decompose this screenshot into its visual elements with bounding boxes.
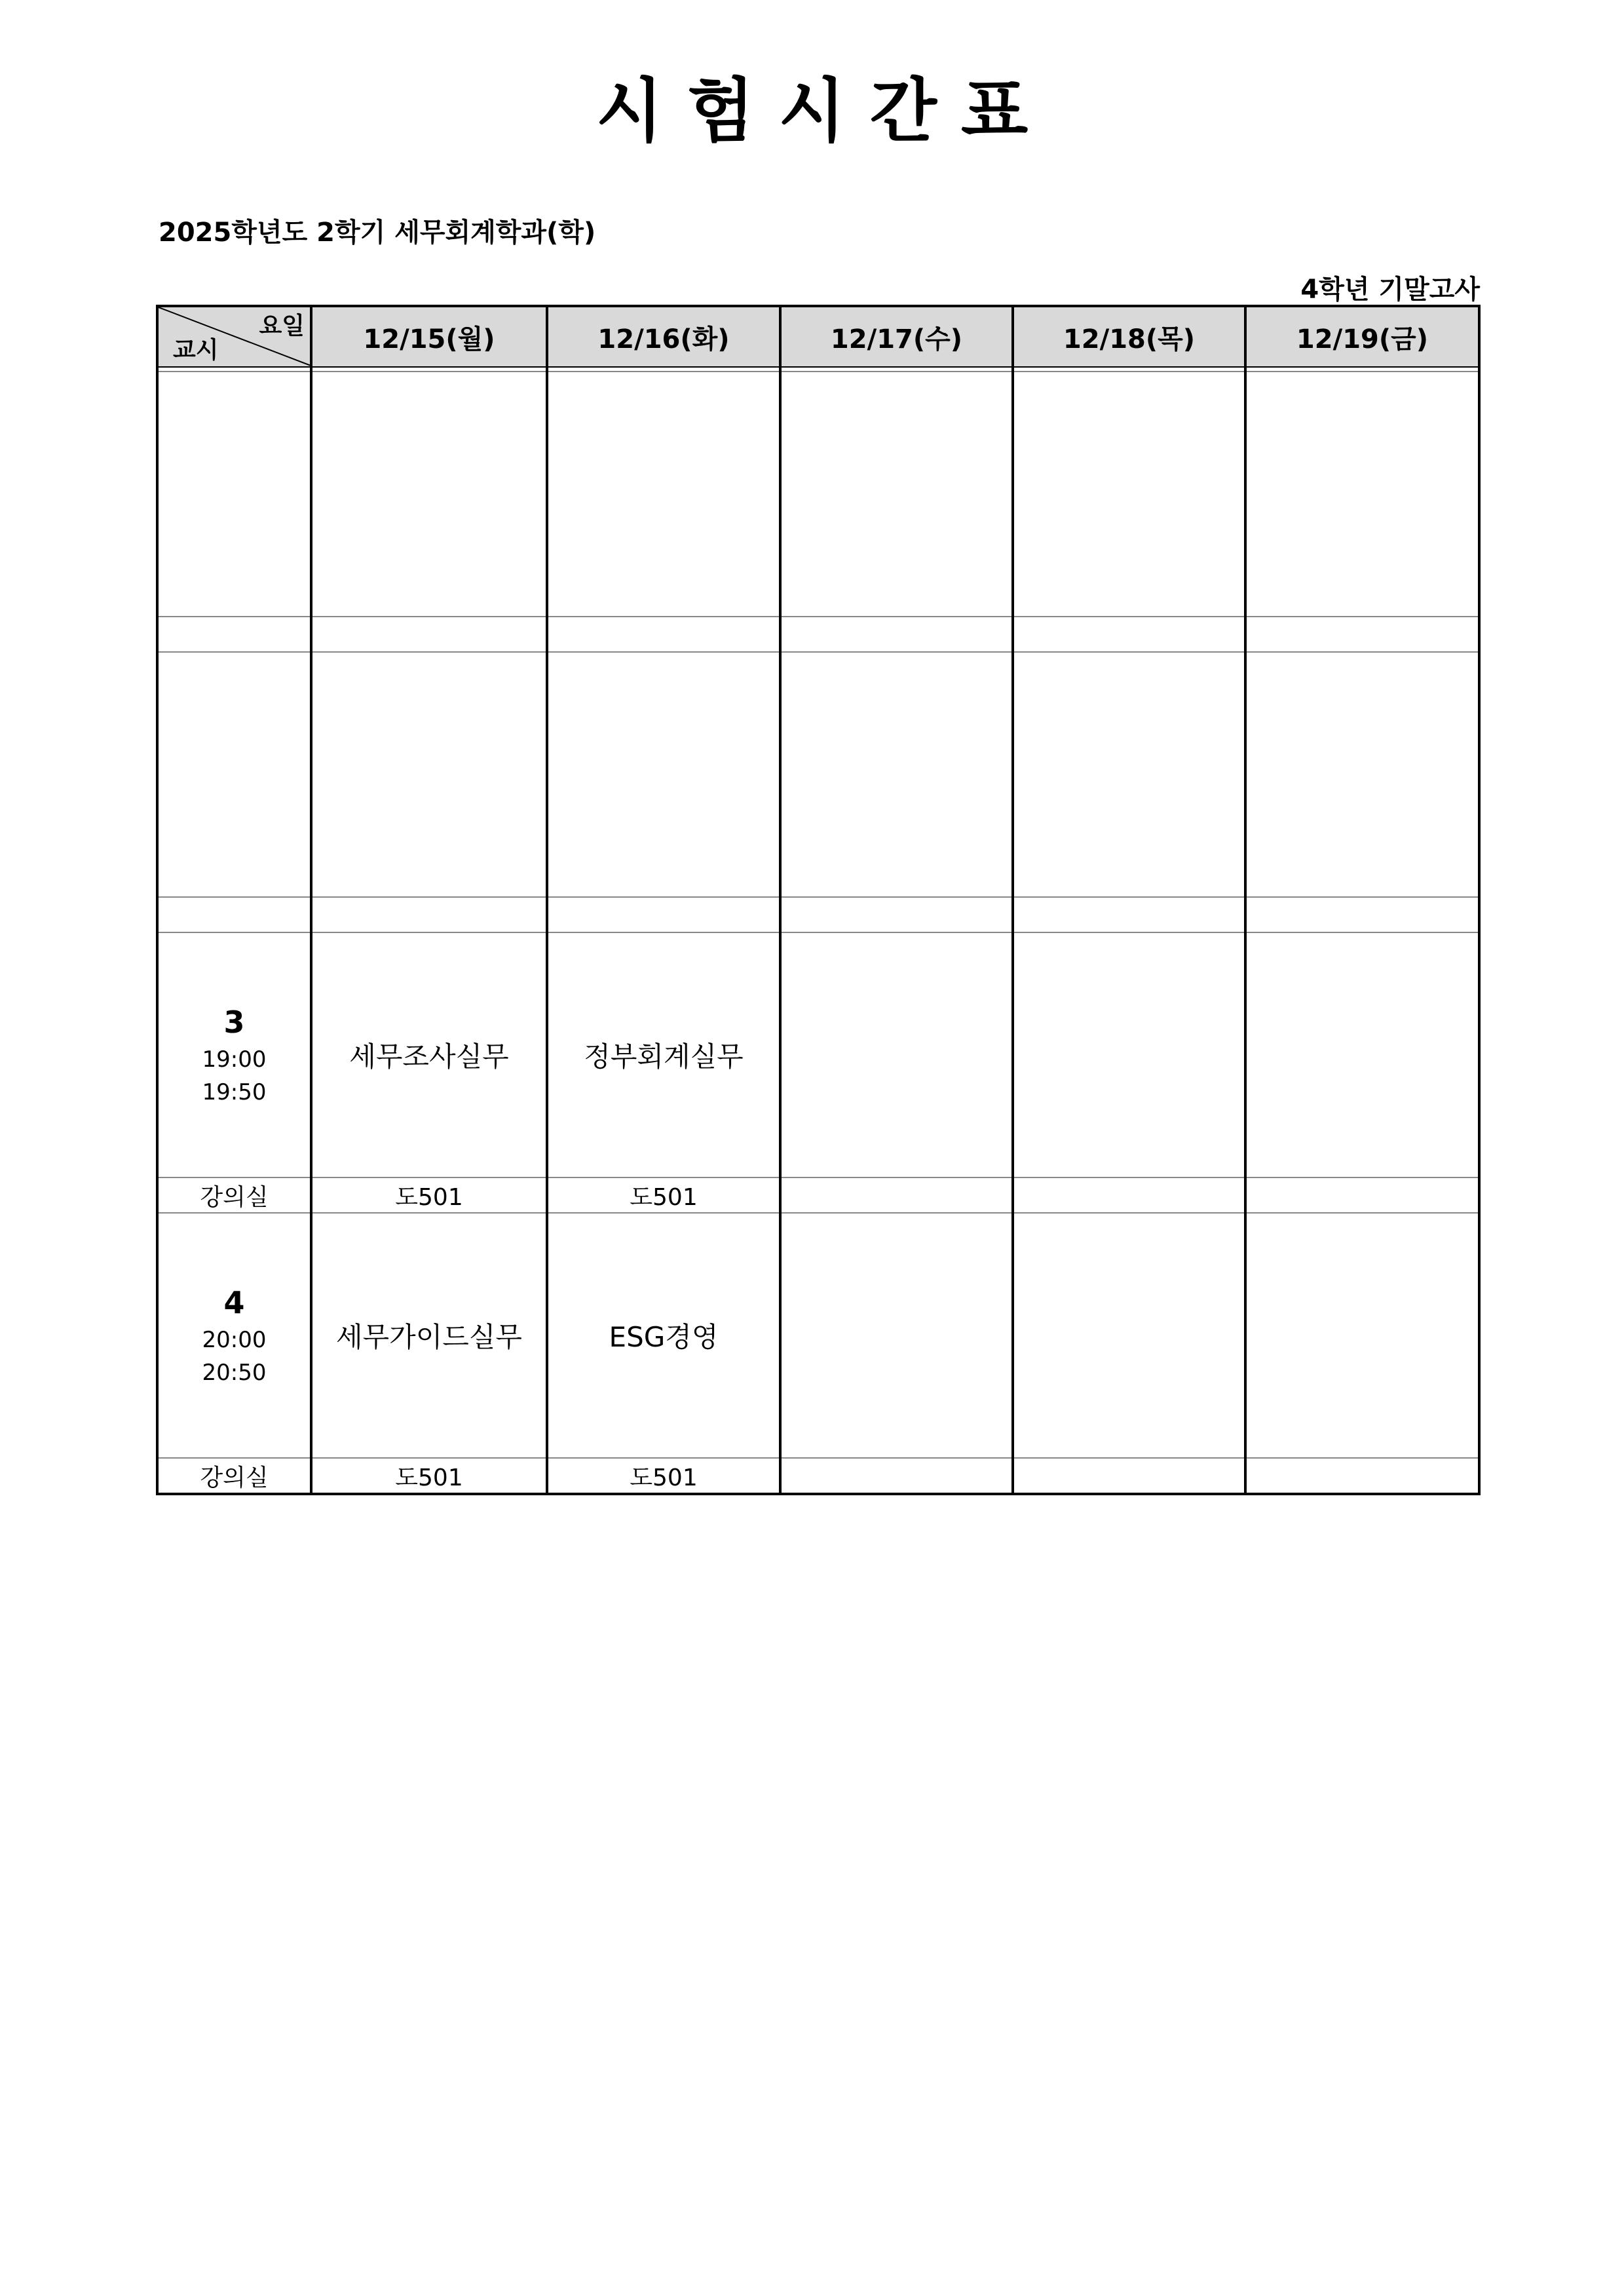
period-end-time: 19:50 <box>202 1079 267 1105</box>
room-cell <box>1245 1177 1479 1213</box>
room-cell <box>1013 1177 1245 1213</box>
room-cell: 도501 <box>547 1458 780 1494</box>
empty-cell <box>1245 372 1479 617</box>
empty-cell <box>547 372 780 617</box>
subject-cell <box>1245 932 1479 1177</box>
period-row-empty <box>157 372 1479 617</box>
day-header: 12/15(월) <box>311 306 547 367</box>
room-row-empty <box>157 617 1479 652</box>
subject-cell <box>780 932 1013 1177</box>
header-divider-row <box>157 367 1479 372</box>
empty-cell <box>780 897 1013 932</box>
day-header: 12/19(금) <box>1245 306 1479 367</box>
empty-cell <box>311 617 547 652</box>
empty-cell <box>157 372 311 617</box>
semester-department: 2025학년도 2학기 세무회계학과(학) <box>159 218 596 248</box>
empty-cell <box>780 617 1013 652</box>
empty-cell <box>780 367 1013 372</box>
day-header: 12/16(화) <box>547 306 780 367</box>
room-label: 강의실 <box>157 1177 311 1213</box>
empty-cell <box>311 652 547 897</box>
empty-cell <box>311 372 547 617</box>
period-row-3 <box>157 932 1479 1177</box>
empty-cell <box>1013 652 1245 897</box>
room-row-4 <box>157 1458 1479 1494</box>
period-start-time: 20:00 <box>202 1327 267 1353</box>
empty-cell <box>780 652 1013 897</box>
page-title: 시 험 시 간 표 <box>595 71 1029 151</box>
empty-cell <box>311 367 547 372</box>
day-header: 12/18(목) <box>1013 306 1245 367</box>
period-number: 4 <box>223 1285 245 1320</box>
header-row <box>157 306 1479 367</box>
empty-cell <box>157 367 311 372</box>
subject-cell: 정부회계실무 <box>547 932 780 1177</box>
room-cell <box>780 1177 1013 1213</box>
period-start-time: 19:00 <box>202 1046 267 1073</box>
subject-cell: ESG경영 <box>547 1213 780 1458</box>
period-cell <box>157 932 311 1177</box>
period-row-4 <box>157 1213 1479 1458</box>
empty-cell <box>1245 367 1479 372</box>
room-cell: 도501 <box>311 1177 547 1213</box>
empty-cell <box>547 897 780 932</box>
period-end-time: 20:50 <box>202 1360 267 1386</box>
day-axis-label: 요일 <box>259 313 305 339</box>
empty-cell <box>1245 617 1479 652</box>
empty-cell <box>157 617 311 652</box>
room-cell <box>1245 1458 1479 1494</box>
subject-cell <box>1013 932 1245 1177</box>
day-header: 12/17(수) <box>780 306 1013 367</box>
room-cell <box>1013 1458 1245 1494</box>
room-row-empty <box>157 897 1479 932</box>
empty-cell <box>1013 617 1245 652</box>
empty-cell <box>547 652 780 897</box>
subject-cell <box>1013 1213 1245 1458</box>
period-cell <box>157 1213 311 1458</box>
empty-cell <box>1013 897 1245 932</box>
room-cell <box>780 1458 1013 1494</box>
subject-cell <box>1245 1213 1479 1458</box>
empty-cell <box>1245 652 1479 897</box>
subject-cell: 세무가이드실무 <box>311 1213 547 1458</box>
room-label: 강의실 <box>157 1458 311 1494</box>
empty-cell <box>780 372 1013 617</box>
empty-cell <box>157 897 311 932</box>
period-number: 3 <box>223 1004 245 1040</box>
empty-cell <box>547 617 780 652</box>
period-axis-label: 교시 <box>173 337 219 364</box>
corner-cell <box>157 306 311 367</box>
empty-cell <box>157 652 311 897</box>
empty-cell <box>1245 897 1479 932</box>
room-row-3 <box>157 1177 1479 1213</box>
exam-schedule-table <box>156 305 1481 1495</box>
empty-cell <box>1013 367 1245 372</box>
subject-cell: 세무조사실무 <box>311 932 547 1177</box>
empty-cell <box>311 897 547 932</box>
exam-label: 4학년 기말고사 <box>1300 275 1480 305</box>
room-cell: 도501 <box>311 1458 547 1494</box>
empty-cell <box>547 367 780 372</box>
empty-cell <box>1013 372 1245 617</box>
subject-cell <box>780 1213 1013 1458</box>
room-cell: 도501 <box>547 1177 780 1213</box>
period-row-empty <box>157 652 1479 897</box>
